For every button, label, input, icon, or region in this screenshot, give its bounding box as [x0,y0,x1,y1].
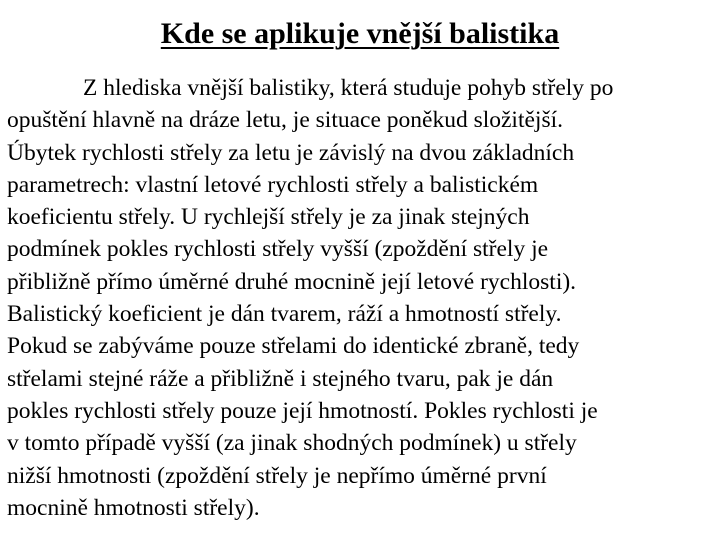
body-line-6: podmínek pokles rychlosti střely vyšší (zpoždění střely je [7,236,549,263]
body-line-12: v tomto případě vyšší (za jinak shodných podmínek) u střely [7,430,577,457]
slide-body [7,72,719,524]
body-line-2: opuštění hlavně na dráze letu, je situace poněkud složitější. [7,107,563,134]
body-line-7: přibližně přímo úměrné druhé mocnině její letové rychlosti). [7,268,577,295]
body-line-5: koeficientu střely. U rychlejší střely je za jinak stejných [7,204,530,231]
body-line-10: střelami stejné ráže a přibližně i stejného tvaru, pak je dán [7,365,554,392]
body-line-3: Úbytek rychlosti střely za letu je závislý na dvou základních [7,139,575,166]
slide-title: Kde se aplikuje vnější balistika [160,17,560,50]
body-line-14: mocnině hmotnosti střely). [7,494,260,521]
body-line-9: Pokud se zabýváme pouze střelami do identické zbraně, tedy [7,333,580,360]
body-line-13: nižší hmotnosti (zpoždění střely je nepřímo úměrné první [7,462,547,489]
body-line-4: parametrech: vlastní letové rychlosti střely a balistickém [7,171,539,198]
body-line-1: Z hlediska vnější balistiky, která studuje pohyb střely po [83,75,614,101]
body-line-11: pokles rychlosti střely pouze její hmotností. Pokles rychlosti je [7,397,598,424]
body-line-8: Balistický koeficient je dán tvarem, ráží a hmotností střely. [7,301,562,328]
